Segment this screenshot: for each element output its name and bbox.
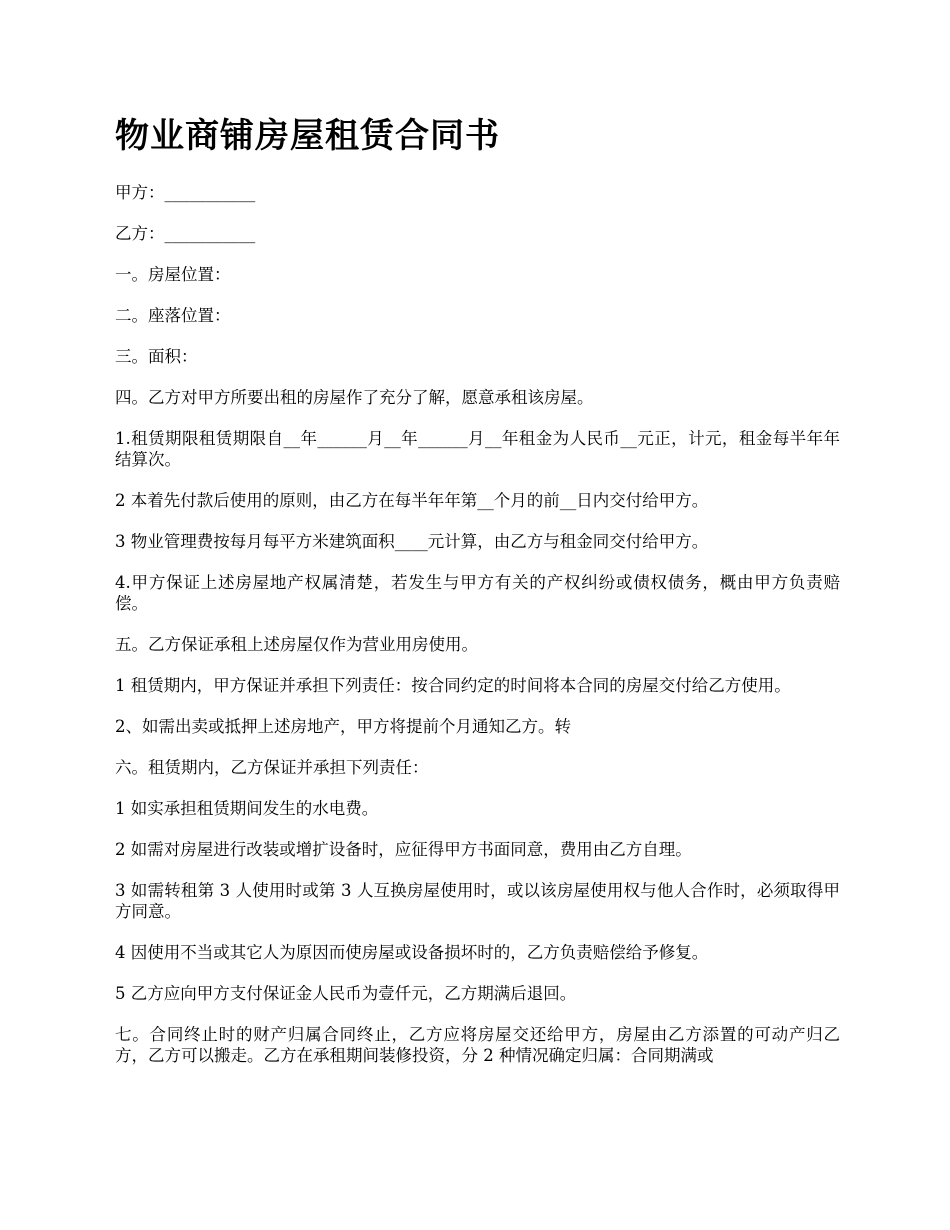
clause-six: 六。租赁期内，乙方保证并承担下列责任： [115,758,429,777]
clause-house-location: 一。房屋位置： [115,265,231,284]
party-b-line: 乙方：___________ [115,224,256,243]
clause-five-item-2: 2、如需出卖或抵押上述房地产，甲方将提前个月通知乙方。转 [115,717,571,736]
clause-six-item-2: 2 如需对房屋进行改装或增扩设备时，应征得甲方书面同意，费用由乙方自理。 [115,840,692,859]
clause-six-item-3: 3 如需转租第 3 人使用时或第 3 人互换房屋使用时，或以该房屋使用权与他人合作时，必须取得甲方同意。 [115,881,840,921]
clause-four-item-3: 3 物业管理费按每月每平方米建筑面积____元计算，由乙方与租金同交付给甲方。 [115,532,709,551]
document-body [115,112,840,1086]
party-a-line: 甲方：___________ [115,183,256,202]
clause-four-item-1: 1.租赁期限租赁期限自__年______月__年______月__年租金为人民币__元正，计元，租金每半年年结算次。 [115,429,840,469]
clause-five-item-1: 1 租赁期内，甲方保证并承担下列责任：按合同约定的时间将本合同的房屋交付给乙方使用。 [115,676,791,695]
clause-six-item-5: 5 乙方应向甲方支付保证金人民币为壹仟元，乙方期满后退回。 [115,984,577,1003]
clause-four-item-2: 2 本着先付款后使用的原则，由乙方在每半年年第__个月的前__日内交付给甲方。 [115,491,709,510]
clause-four: 四。乙方对甲方所要出租的房屋作了充分了解，愿意承租该房屋。 [115,388,594,407]
clause-six-item-4: 4 因使用不当或其它人为原因而使房屋或设备损坏时的，乙方负责赔偿给予修复。 [115,943,709,962]
clause-four-item-4: 4.甲方保证上述房屋地产权属清楚，若发生与甲方有关的产权纠纷或债权债务，概由甲方负责赔偿。 [115,573,840,613]
clause-six-item-1: 1 如实承担租赁期间发生的水电费。 [115,799,379,818]
clause-seat-location: 二。座落位置： [115,306,231,325]
clause-area: 三。面积： [115,347,198,366]
document-title: 物业商铺房屋租赁合同书 [115,116,500,156]
clause-five: 五。乙方保证承租上述房屋仅作为营业用房使用。 [115,635,478,654]
clause-seven: 七。合同终止时的财产归属合同终止，乙方应将房屋交还给甲方，房屋由乙方添置的可动产归乙方，乙方可以搬走。乙方在承租期间装修投资，分 2 种情况确定归属：合同期满或 [115,1025,840,1065]
